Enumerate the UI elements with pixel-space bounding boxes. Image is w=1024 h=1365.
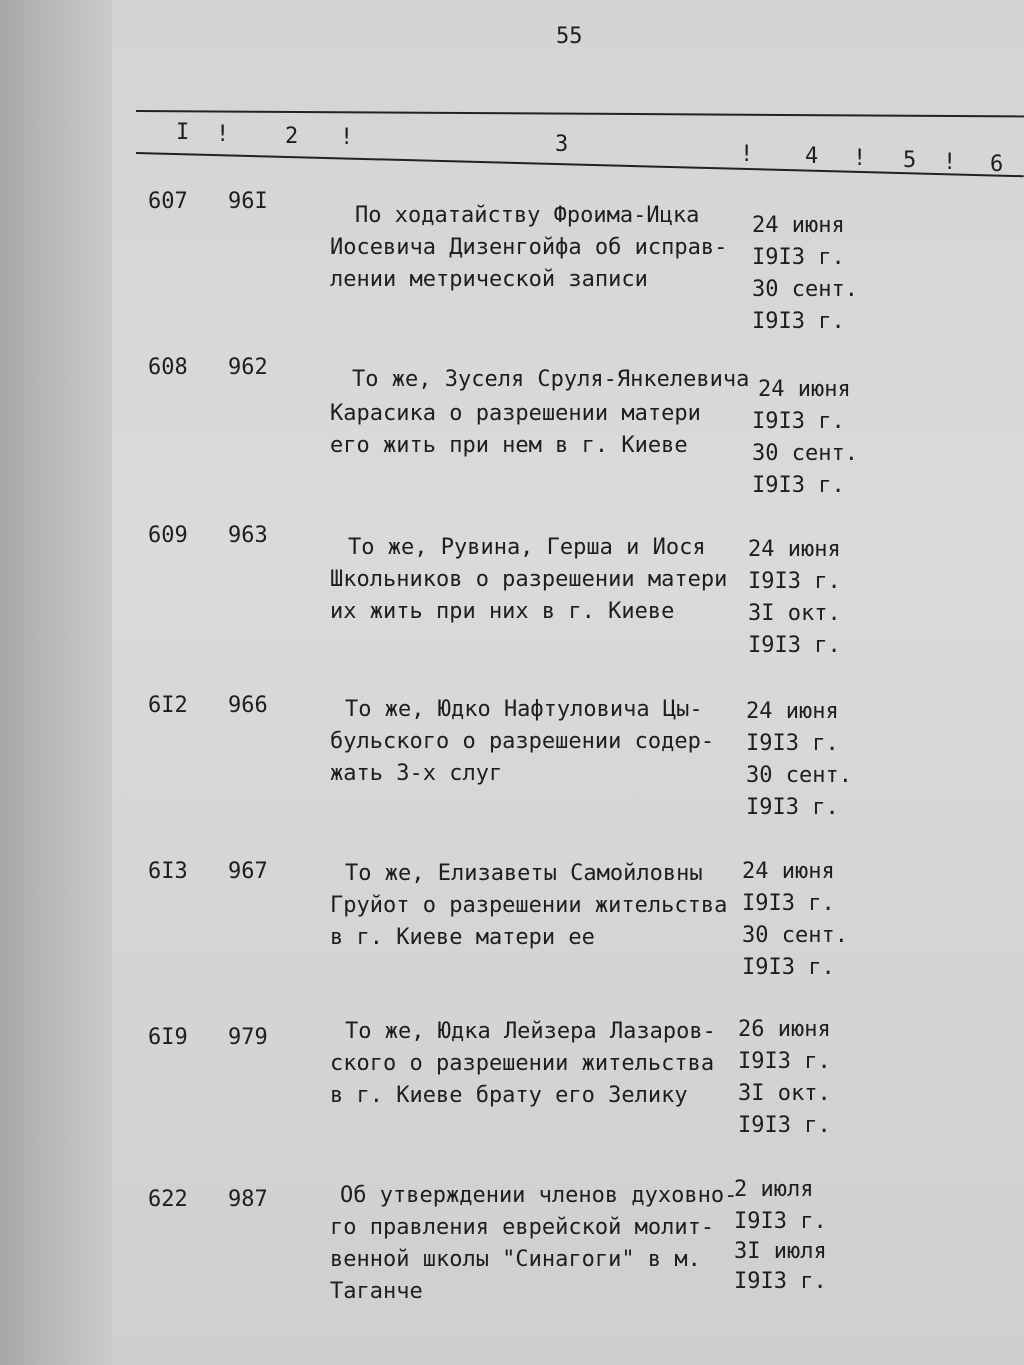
- row-code: 962: [228, 355, 268, 380]
- row-text-line: Груйот о разрешении жительства: [330, 893, 728, 918]
- row-text-line: Карасика о разрешении матери: [330, 401, 701, 426]
- row-text-line: То же, Зуселя Сруля-Янкелевича: [352, 367, 750, 392]
- row-text-line: их жить при них в г. Киеве: [330, 599, 675, 624]
- row-text-line: Школьников о разрешении матери: [330, 567, 728, 592]
- row-text-line: венной школы "Синагоги" в м.: [330, 1247, 701, 1272]
- row-code: 987: [228, 1187, 268, 1212]
- row-date-line: 2 июля: [734, 1177, 814, 1202]
- row-number: 6I2: [148, 693, 188, 718]
- row-code: 966: [228, 693, 268, 718]
- row-date-line: 30 сент.: [752, 441, 858, 466]
- row-date-line: 3I июля: [734, 1239, 827, 1264]
- row-date-line: 24 июня: [752, 213, 845, 238]
- row-text-line: бульского о разрешении содер-: [330, 729, 715, 754]
- row-date-line: I9I3 г.: [742, 955, 835, 980]
- row-date-line: 30 сент.: [742, 923, 848, 948]
- row-date-line: 3I окт.: [738, 1081, 831, 1106]
- row-text-line: То же, Елизаветы Самойловны: [345, 861, 703, 886]
- row-date-line: 3I окт.: [748, 601, 841, 626]
- header-col5: 5: [903, 148, 917, 173]
- row-text-line: То же, Юдка Лейзера Лазаров-: [345, 1019, 716, 1044]
- header-col6: 6: [990, 152, 1004, 177]
- row-number: 6I9: [148, 1025, 188, 1050]
- row-code: 979: [228, 1025, 268, 1050]
- header-sep5: !: [943, 150, 957, 175]
- row-code: 963: [228, 523, 268, 548]
- row-date-line: 26 июня: [738, 1017, 831, 1042]
- row-number: 607: [148, 189, 188, 214]
- header-sep3: !: [740, 142, 754, 167]
- row-date-line: 30 сент.: [746, 763, 852, 788]
- row-date-line: I9I3 г.: [742, 891, 835, 916]
- row-text-line: его жить при нем в г. Киеве: [330, 433, 688, 458]
- row-number: 622: [148, 1187, 188, 1212]
- header-col1: I: [176, 120, 190, 145]
- row-code: 967: [228, 859, 268, 884]
- header-col2: 2: [285, 124, 299, 149]
- row-text-line: лении метрической записи: [330, 267, 648, 292]
- row-text-line: Иосевича Дизенгойфа об исправ-: [330, 235, 728, 260]
- row-text-line: Об утверждении членов духовно-: [340, 1183, 738, 1208]
- row-text-line: По ходатайству Фроима-Ицка: [355, 203, 700, 228]
- row-date-line: I9I3 г.: [738, 1113, 831, 1138]
- header-col3: 3: [555, 132, 569, 157]
- row-text-line: в г. Киеве матери ее: [330, 925, 595, 950]
- row-text-line: ского о разрешении жительства: [330, 1051, 715, 1076]
- row-date-line: I9I3 г.: [752, 409, 845, 434]
- row-number: 608: [148, 355, 188, 380]
- row-date-line: 24 июня: [758, 377, 851, 402]
- row-date-line: I9I3 г.: [752, 309, 845, 334]
- row-date-line: I9I3 г.: [734, 1269, 827, 1294]
- header-sep4: !: [853, 146, 867, 171]
- row-text-line: То же, Юдко Нафтуловича Цы-: [345, 697, 703, 722]
- row-date-line: 24 июня: [746, 699, 839, 724]
- header-sep1: !: [216, 122, 230, 147]
- row-text-line: жать 3-х слуг: [330, 761, 503, 786]
- row-date-line: 30 сент.: [752, 277, 858, 302]
- row-date-line: 24 июня: [748, 537, 841, 562]
- header-col4: 4: [805, 144, 819, 169]
- row-date-line: I9I3 г.: [734, 1209, 827, 1234]
- row-date-line: 24 июня: [742, 859, 835, 884]
- row-date-line: I9I3 г.: [746, 795, 839, 820]
- row-number: 6I3: [148, 859, 188, 884]
- row-date-line: I9I3 г.: [752, 245, 845, 270]
- row-date-line: I9I3 г.: [752, 473, 845, 498]
- row-number: 609: [148, 523, 188, 548]
- row-text-line: Таганче: [330, 1279, 423, 1304]
- row-date-line: I9I3 г.: [748, 633, 841, 658]
- row-code: 96I: [228, 189, 268, 214]
- row-date-line: I9I3 г.: [746, 731, 839, 756]
- row-text-line: го правления еврейской молит-: [330, 1215, 715, 1240]
- row-text-line: в г. Киеве брату его Зелику: [330, 1083, 688, 1108]
- row-date-line: I9I3 г.: [748, 569, 841, 594]
- row-text-line: То же, Рувина, Герша и Иося: [348, 535, 706, 560]
- facing-page-edge: [0, 0, 130, 1365]
- row-date-line: I9I3 г.: [738, 1049, 831, 1074]
- header-sep2: !: [340, 125, 354, 150]
- page-number: 55: [556, 24, 583, 49]
